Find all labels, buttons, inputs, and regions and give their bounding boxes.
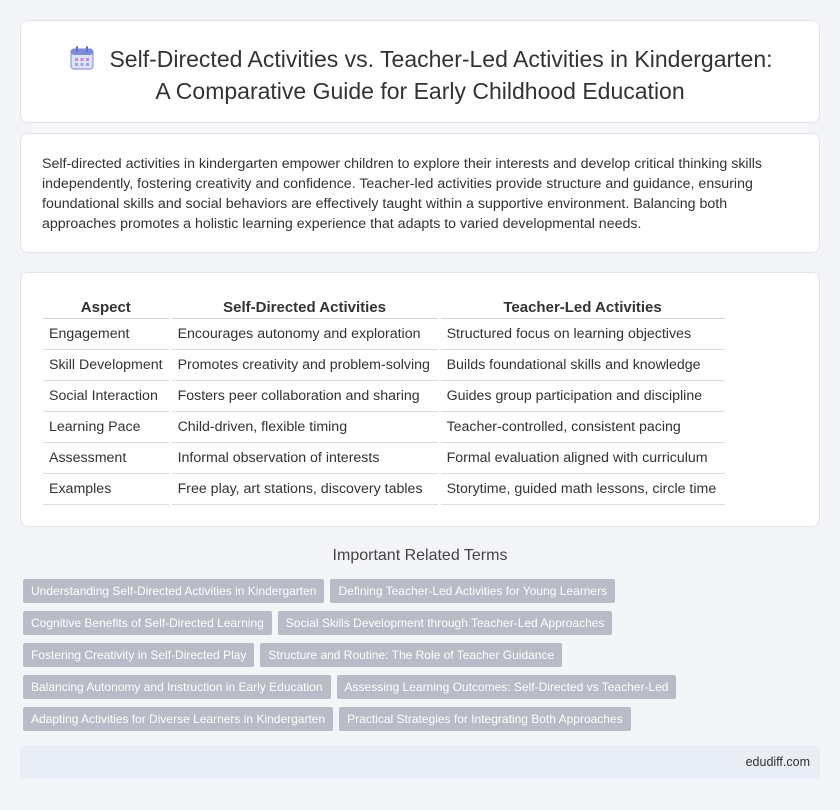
cell-self-directed: Encourages autonomy and exploration — [172, 319, 438, 350]
related-term-tag[interactable]: Assessing Learning Outcomes: Self-Directed vs Teacher-Led — [337, 675, 677, 699]
title-line-1: Self-Directed Activities vs. Teacher-Led Activities in Kindergarten: — [109, 46, 773, 72]
footer — [20, 746, 820, 779]
intro-card — [20, 133, 820, 253]
related-term-tag[interactable]: Fostering Creativity in Self-Directed Play — [23, 643, 254, 667]
table-row — [43, 474, 725, 505]
cell-teacher-led: Formal evaluation aligned with curriculum — [441, 443, 725, 474]
cell-self-directed: Free play, art stations, discovery tables — [172, 474, 438, 505]
cell-aspect: Learning Pace — [43, 412, 169, 443]
page-title — [21, 43, 819, 107]
cell-teacher-led: Guides group participation and discipline — [441, 381, 725, 412]
cell-aspect: Examples — [43, 474, 169, 505]
header-teacher-led: Teacher-Led Activities — [441, 295, 725, 319]
header-aspect: Aspect — [43, 295, 169, 319]
related-terms-heading: Important Related Terms — [332, 547, 508, 564]
cell-aspect: Assessment — [43, 443, 169, 474]
cell-teacher-led: Builds foundational skills and knowledge — [441, 350, 725, 381]
cell-self-directed: Informal observation of interests — [172, 443, 438, 474]
cell-self-directed: Fosters peer collaboration and sharing — [172, 381, 438, 412]
table-row — [43, 381, 725, 412]
intro-paragraph: Self-directed activities in kindergarten empower children to explore their interests and develop critical thinking skills independently, fostering creativity and confidence. Teacher-led activities provide structure and guidance, ensuring foundational skills and social behaviors are effectively taught within a supportive environment. Balancing both approaches promotes a holistic learning experience that adapts to varied developmental needs. — [42, 156, 762, 232]
cell-self-directed: Child-driven, flexible timing — [172, 412, 438, 443]
table-row — [43, 412, 725, 443]
cell-aspect: Engagement — [43, 319, 169, 350]
cell-teacher-led: Storytime, guided math lessons, circle time — [441, 474, 725, 505]
calendar-icon — [67, 43, 97, 73]
related-term-tag[interactable]: Adapting Activities for Diverse Learners in Kindergarten — [23, 707, 333, 731]
cell-teacher-led: Structured focus on learning objectives — [441, 319, 725, 350]
cell-self-directed: Promotes creativity and problem-solving — [172, 350, 438, 381]
related-terms-list — [23, 579, 823, 739]
related-term-tag[interactable]: Balancing Autonomy and Instruction in Early Education — [23, 675, 331, 699]
related-term-tag[interactable]: Understanding Self-Directed Activities in Kindergarten — [23, 579, 324, 603]
title-line-2: A Comparative Guide for Early Childhood Education — [155, 78, 685, 104]
related-term-tag[interactable]: Cognitive Benefits of Self-Directed Learning — [23, 611, 272, 635]
related-term-tag[interactable]: Defining Teacher-Led Activities for Young Learners — [330, 579, 615, 603]
comparison-card — [20, 272, 820, 527]
header-self-directed: Self-Directed Activities — [172, 295, 438, 319]
related-term-tag[interactable]: Practical Strategies for Integrating Both Approaches — [339, 707, 631, 731]
cell-teacher-led: Teacher-controlled, consistent pacing — [441, 412, 725, 443]
title-card — [20, 20, 820, 123]
footer-brand-link[interactable]: edudiff.com — [745, 755, 810, 769]
table-header-row — [43, 295, 725, 319]
cell-aspect: Skill Development — [43, 350, 169, 381]
table-row — [43, 443, 725, 474]
cell-aspect: Social Interaction — [43, 381, 169, 412]
table-row — [43, 319, 725, 350]
comparison-table — [43, 295, 725, 505]
related-term-tag[interactable]: Social Skills Development through Teacher-Led Approaches — [278, 611, 613, 635]
related-term-tag[interactable]: Structure and Routine: The Role of Teacher Guidance — [260, 643, 562, 667]
table-row — [43, 350, 725, 381]
